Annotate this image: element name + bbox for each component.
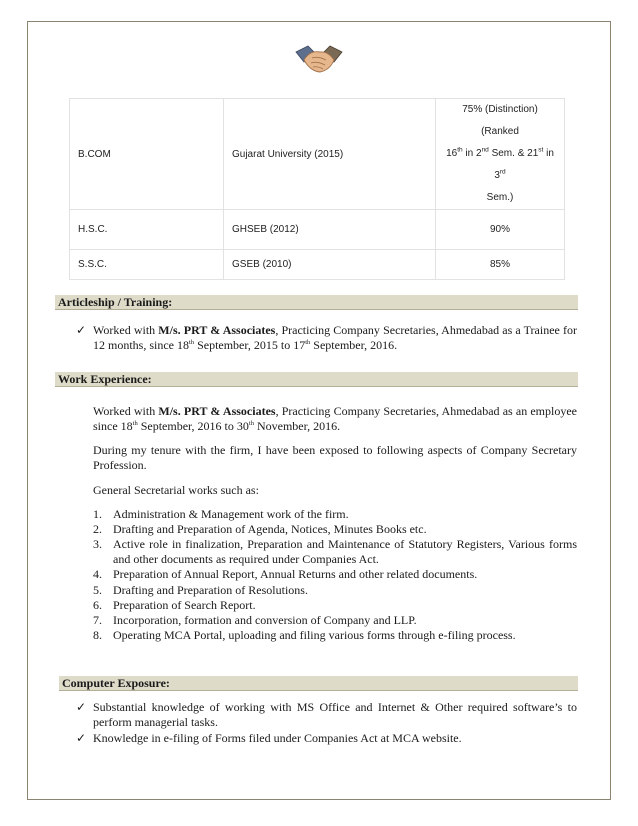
list-number: 8.: [93, 628, 102, 642]
articleship-text: Worked with M/s. PRT & Associates, Practicing Company Secretaries, Ahmedabad as a Trainee for 12 months, since 18th September, 2015 to 17th September, 2016.: [93, 323, 577, 352]
list-number: 4.: [93, 567, 102, 581]
checkmark-icon: ✓: [76, 731, 87, 745]
table-row: [70, 99, 565, 210]
table-row: [70, 210, 565, 250]
list-item: Drafting and Preparation of Resolutions.: [113, 583, 308, 597]
list-item: Preparation of Search Report.: [113, 598, 256, 612]
list-item: Active role in finalization, Preparation and Maintenance of Statutory Registers, Various forms and other documents as required under Companies Act.: [113, 537, 577, 566]
degree-cell: S.S.C.: [70, 250, 224, 280]
list-number: 2.: [93, 522, 102, 536]
handshake-icon: [294, 38, 344, 78]
articleship-heading: Articleship / Training:: [55, 295, 578, 310]
list-item: Drafting and Preparation of Agenda, Notices, Minutes Books etc.: [113, 522, 427, 536]
computer-item: Substantial knowledge of working with MS Office and Internet & Other required software’s to perform managerial tasks.: [93, 700, 577, 729]
result-cell: 75% (Distinction) (Ranked 16th in 2nd Sem. & 21st in 3rd Sem.): [436, 99, 565, 210]
list-number: 3.: [93, 537, 102, 551]
checkmark-icon: ✓: [76, 323, 87, 337]
list-number: 1.: [93, 507, 102, 521]
list-number: 5.: [93, 583, 102, 597]
board-cell: Gujarat University (2015): [224, 99, 436, 210]
result-cell: 90%: [436, 210, 565, 250]
computer-item: Knowledge in e-filing of Forms filed under Companies Act at MCA website.: [93, 731, 462, 745]
board-cell: GHSEB (2012): [224, 210, 436, 250]
table-row: [70, 250, 565, 280]
list-item: Operating MCA Portal, uploading and filing various forms through e-filing process.: [113, 628, 516, 642]
work-general: General Secretarial works such as:: [93, 483, 259, 497]
checkmark-icon: ✓: [76, 700, 87, 714]
list-item: Administration & Management work of the firm.: [113, 507, 349, 521]
degree-cell: B.COM: [70, 99, 224, 210]
work-tenure: During my tenure with the firm, I have been exposed to following aspects of Company Secretary Profession.: [93, 443, 577, 472]
result-cell: 85%: [436, 250, 565, 280]
list-item: Preparation of Annual Report, Annual Returns and other related documents.: [113, 567, 478, 581]
degree-cell: H.S.C.: [70, 210, 224, 250]
list-number: 6.: [93, 598, 102, 612]
work-intro: Worked with M/s. PRT & Associates, Practicing Company Secretaries, Ahmedabad as an employee since 18th September, 2016 to 30th November, 2016.: [93, 404, 578, 433]
education-table: [69, 98, 565, 280]
list-number: 7.: [93, 613, 102, 627]
computer-exposure-heading: Computer Exposure:: [59, 676, 578, 691]
list-item: Incorporation, formation and conversion of Company and LLP.: [113, 613, 417, 627]
work-experience-heading: Work Experience:: [55, 372, 578, 387]
board-cell: GSEB (2010): [224, 250, 436, 280]
